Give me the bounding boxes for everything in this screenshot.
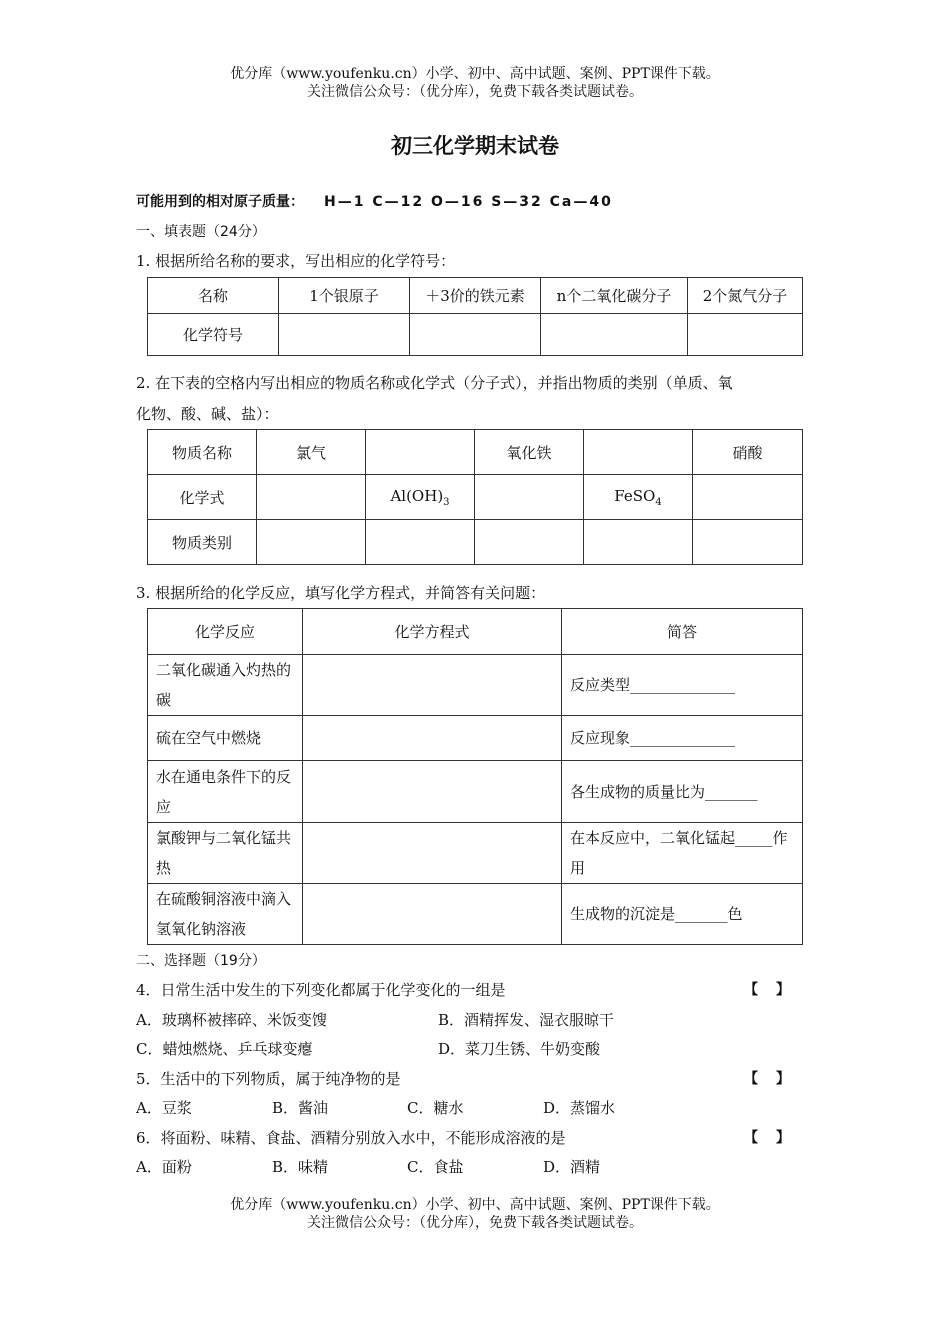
header-line-2: 关注微信公众号：（优分库），免费下载各类试题试卷。 [307,84,643,100]
q3-header-reaction: 化学反应 [148,609,303,655]
q3-reaction: 硫在空气中燃烧 [148,716,303,761]
atomic-mass-values: H—1 C—12 O—16 S—32 Ca—40 [324,194,613,210]
q2-prompt-line-2: 化物、酸、碱、盐）： [136,405,279,423]
q2-formula-aloh3-sub: 3 [443,496,450,508]
q6-option-c[interactable]: C．食盐 [407,1158,464,1176]
q1-answer-cell[interactable] [410,314,541,356]
q1-header-iron-element: ＋3价的铁元素 [410,278,541,314]
q2-prompt-line-1: 2. 在下表的空格内写出相应的物质名称或化学式（分子式），并指出物质的类别（单质、氧 [136,374,733,392]
q2-formula-aloh3 [366,475,475,520]
q1-answer-cell[interactable] [541,314,688,356]
q1-prompt: 1. 根据所给名称的要求，写出相应的化学符号： [136,252,456,270]
q3-equation-cell[interactable] [303,823,562,884]
q2-row-label-category: 物质类别 [148,520,257,565]
q2-row-label-name: 物质名称 [148,430,257,475]
q2-category-cell[interactable] [366,520,475,565]
q3-answer: 在本反应中，二氧化锰起_____作用 [562,823,803,884]
atomic-mass-label: 可能用到的相对原子质量： [136,194,304,210]
q5-stem: 5．生活中的下列物质，属于纯净物的是 [136,1070,401,1088]
q2-formula-feso4 [584,475,693,520]
q5-answer-bracket[interactable]: 【 】 [744,1071,792,1087]
q2-formula-feso4-sub: 4 [655,496,662,508]
q3-header-equation: 化学方程式 [303,609,562,655]
q6-answer-bracket[interactable]: 【 】 [744,1130,792,1146]
q6-option-a[interactable]: A．面粉 [136,1158,192,1176]
q1-table [147,277,803,356]
q3-answer: 生成物的沉淀是_______色 [562,884,803,945]
q3-answer: 反应现象______________ [562,716,803,761]
q4-option-a[interactable]: A．玻璃杯被摔碎、米饭变馊 [136,1011,327,1029]
q5-option-a[interactable]: A．豆浆 [136,1099,192,1117]
q2-category-cell[interactable] [584,520,693,565]
q3-equation-cell[interactable] [303,655,562,716]
q1-answer-cell[interactable] [279,314,410,356]
q3-answer: 各生成物的质量比为_______ [562,761,803,823]
q2-name-nitric-acid: 硝酸 [693,430,803,475]
q6-stem: 6．将面粉、味精、食盐、酒精分别放入水中，不能形成溶液的是 [136,1129,566,1147]
footer-line-1: 优分库（www.youfenku.cn）小学、初中、高中试题、案例、PPT课件下载。 [230,1197,720,1213]
q2-name-cell[interactable] [584,430,693,475]
q2-formula-cell[interactable] [257,475,366,520]
q1-row-label: 化学符号 [148,314,279,356]
footer-line-2: 关注微信公众号：（优分库），免费下载各类试题试卷。 [307,1215,643,1231]
q2-category-cell[interactable] [475,520,584,565]
q2-name-iron-oxide: 氧化铁 [475,430,584,475]
q6-option-d[interactable]: D．酒精 [543,1158,601,1176]
q5-option-d[interactable]: D．蒸馏水 [543,1099,616,1117]
q3-equation-cell[interactable] [303,716,562,761]
header-line-1: 优分库（www.youfenku.cn）小学、初中、高中试题、案例、PPT课件下载。 [230,66,720,82]
q2-name-chlorine: 氯气 [257,430,366,475]
q4-stem: 4．日常生活中发生的下列变化都属于化学变化的一组是 [136,981,506,999]
q3-answer: 反应类型______________ [562,655,803,716]
q3-equation-cell[interactable] [303,761,562,823]
atomic-mass-line [136,191,613,211]
q2-name-cell[interactable] [366,430,475,475]
q2-table [147,429,803,565]
q2-category-cell[interactable] [257,520,366,565]
section2-heading: 二、选择题（19分） [136,953,266,969]
q4-answer-bracket[interactable]: 【 】 [744,982,792,998]
q3-reaction: 氯酸钾与二氧化锰共热 [148,823,303,884]
q2-row-label-formula: 化学式 [148,475,257,520]
q4-option-c[interactable]: C．蜡烛燃烧、乒乓球变瘪 [136,1040,313,1058]
q2-category-cell[interactable] [693,520,803,565]
q2-formula-feso4-main: FeSO [614,486,656,505]
q5-option-b[interactable]: B．酱油 [272,1099,329,1117]
page-title: 初三化学期末试卷 [391,134,559,158]
q1-answer-cell[interactable] [688,314,803,356]
q3-reaction: 水在通电条件下的反应 [148,761,303,823]
q2-formula-cell[interactable] [693,475,803,520]
q2-formula-aloh3-main: Al(OH) [390,486,444,505]
q6-option-b[interactable]: B．味精 [272,1158,329,1176]
q1-header-name: 名称 [148,278,279,314]
q3-table [147,608,803,945]
section1-heading: 一、填表题（24分） [136,224,266,240]
q3-equation-cell[interactable] [303,884,562,945]
q1-header-nitrogen-molecules: 2个氮气分子 [688,278,803,314]
q3-header-answer: 简答 [562,609,803,655]
q3-reaction: 二氧化碳通入灼热的碳 [148,655,303,716]
q3-reaction: 在硫酸铜溶液中滴入氢氧化钠溶液 [148,884,303,945]
q3-prompt: 3. 根据所给的化学反应，填写化学方程式，并简答有关问题： [136,584,546,602]
q5-option-c[interactable]: C．糖水 [407,1099,464,1117]
q2-formula-cell[interactable] [475,475,584,520]
q4-option-b[interactable]: B．酒精挥发、湿衣服晾干 [438,1011,615,1029]
q4-option-d[interactable]: D．菜刀生锈、牛奶变酸 [438,1040,601,1058]
q1-header-co2-molecules: n个二氧化碳分子 [541,278,688,314]
q1-header-silver-atom: 1个银原子 [279,278,410,314]
